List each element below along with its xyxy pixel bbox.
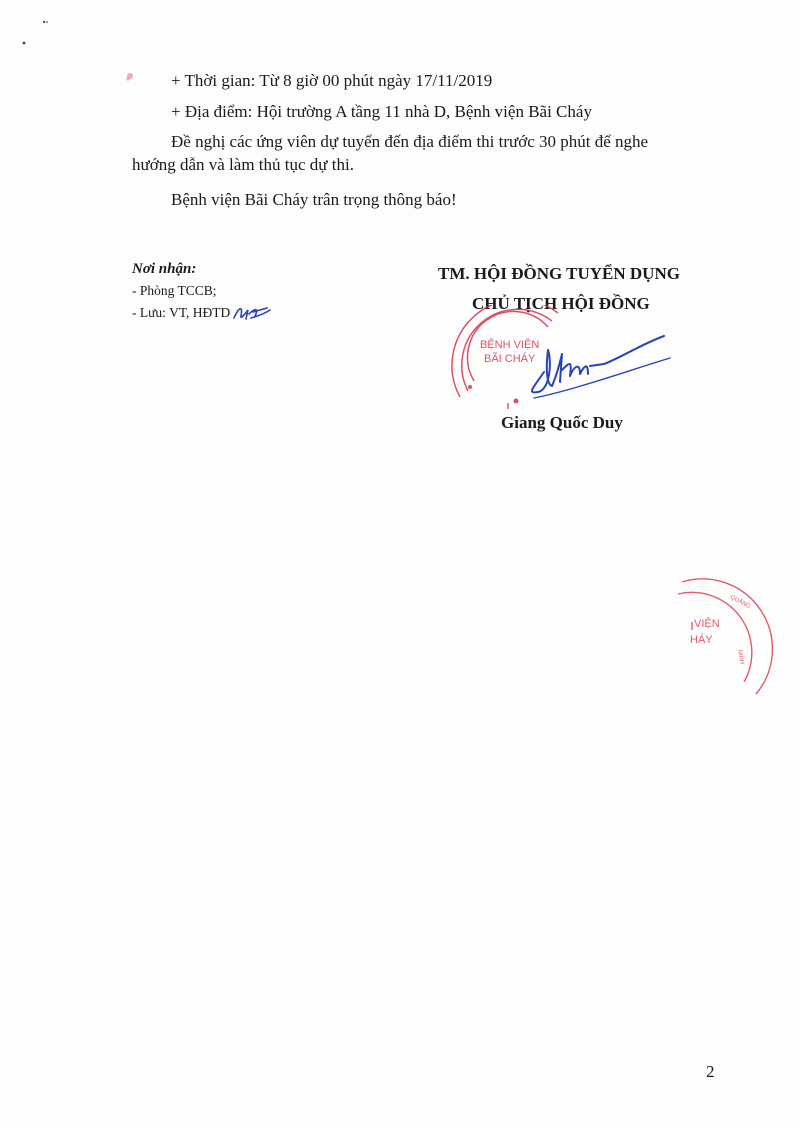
handwritten-signature — [524, 332, 674, 402]
stamp-text-line-2: BÃI CHÁY — [484, 353, 536, 365]
recipients-title: Nơi nhận: — [132, 261, 197, 277]
exam-location-line: + Địa điểm: Hội trường A tầng 11 nhà D, Bệnh viện Bãi Cháy — [171, 102, 592, 121]
page-number: 2 — [706, 1062, 715, 1081]
recipient-item — [132, 280, 271, 302]
request-paragraph-line-1: Đề nghị các ứng viên dự tuyển đến địa điểm thi trước 30 phút để nghe — [171, 132, 649, 151]
stamp-dot — [468, 385, 472, 389]
council-title: TM. HỘI ĐỒNG TUYỂN DỤNG — [438, 264, 680, 283]
chair-title: CHỦ TỊCH HỘI ĐỒNG — [472, 294, 650, 313]
partial-stamp-text-line-1: VIỆN — [694, 618, 720, 630]
signer-name: Giang Quốc Duy — [501, 413, 623, 432]
request-paragraph-line-2: hướng dẫn và làm thủ tục dự thi. — [132, 155, 354, 174]
recipient-item — [132, 302, 271, 324]
stamp-star — [514, 399, 519, 404]
handwritten-initials — [231, 302, 271, 324]
partial-stamp-arc-text: QUẢNG — [729, 594, 752, 611]
recipient-label: - Phòng TCCB; — [132, 283, 217, 298]
scan-speck — [43, 21, 45, 23]
scan-speck — [23, 42, 26, 45]
red-speck — [127, 73, 133, 79]
recipient-label: - Lưu: VT, HĐTD — [132, 305, 231, 320]
scan-speck — [46, 21, 48, 23]
stamp-text-line-1: BỆNH VIỆN — [480, 339, 540, 351]
partial-stamp-text-line-2: HÁY — [690, 634, 713, 646]
closing-statement: Bệnh viện Bãi Cháy trân trọng thông báo! — [171, 190, 457, 209]
red-speck — [126, 77, 129, 80]
partial-stamp-side-text: NINH — [736, 649, 745, 665]
recipients-block — [132, 258, 271, 324]
partial-stamp — [668, 570, 800, 700]
exam-time-line: + Thời gian: Từ 8 giờ 00 phút ngày 17/11/2019 — [171, 71, 493, 90]
